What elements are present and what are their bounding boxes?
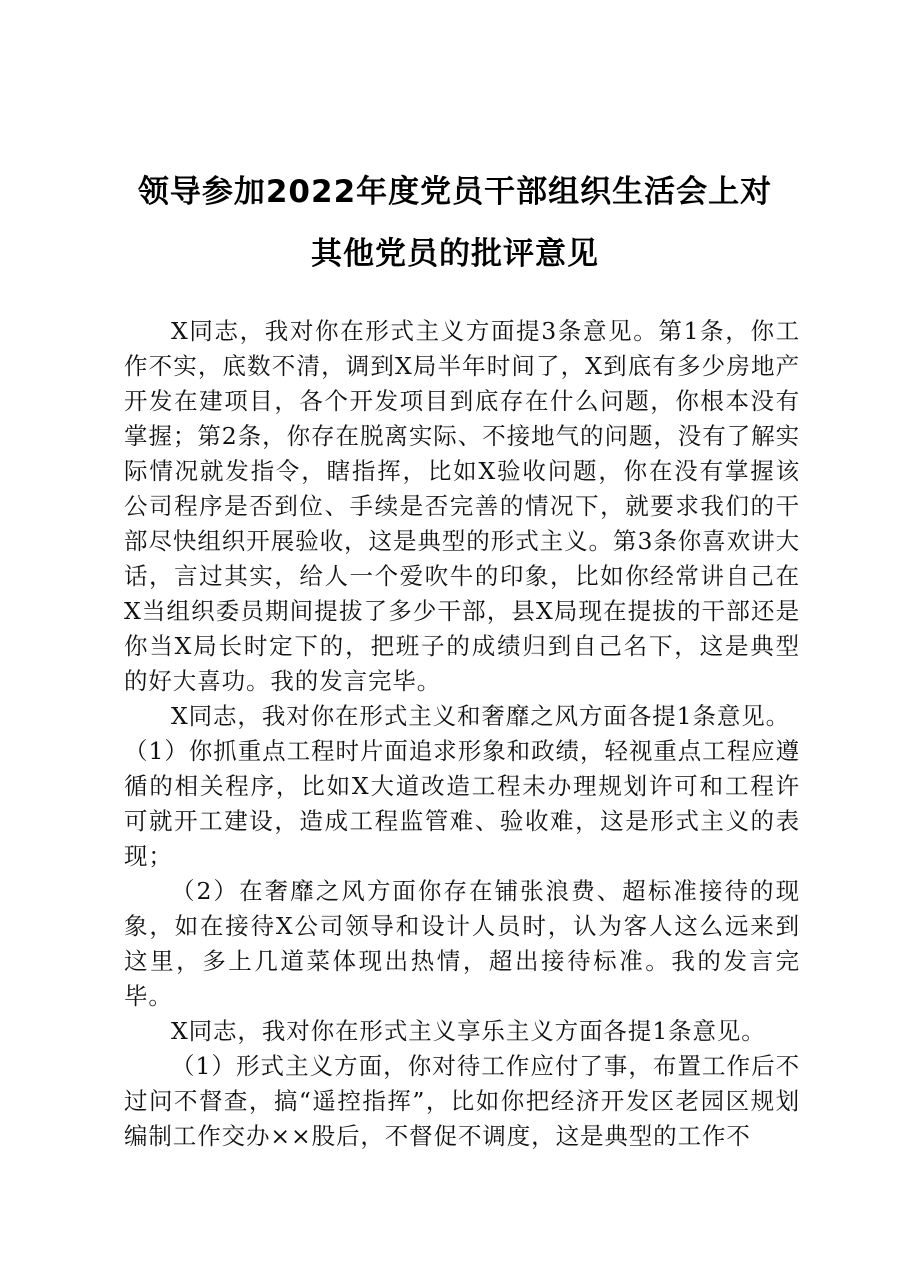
document-title-line-2: 其他党员的批评意见 [311, 236, 599, 272]
paragraph-3: （1）你抓重点工程时片面追求形象和政绩，轻视重点工程应遵循的相关程序，比如X大道改造工程未办理规划许可和工程许可就开工建设，造成工程监管难、验收难，这是形式主义的表现； [124, 737, 800, 870]
document-body [124, 314, 800, 1154]
paragraph-5: X同志，我对你在形式主义享乐主义方面各提1条意见。 [171, 1017, 766, 1045]
document-title-line-1: 领导参加2022年度党员干部组织生活会上对 [137, 174, 773, 210]
paragraph-1: X同志，我对你在形式主义方面提3条意见。第1条，你工作不实，底数不清，调到X局半年时间了，X到底有多少房地产开发在建项目，各个开发项目到底存在什么问题，你根本没有掌握；第2条，你存在脱离实际、不接地气的问题，没有了解实际情况就发指令，瞎指挥，比如X验收问题，你在没有掌握该公司程序是否到位、手续是否完善的情况下，就要求我们的干部尽快组织开展验收，这是典型的形式主义。第3条你喜欢讲大话，言过其实，给人一个爱吹牛的印象，比如你经常讲自己在X当组织委员期间提拔了多少干部，县X局现在提拔的干部还是你当X局长时定下的，把班子的成绩归到自己名下，这是典型的好大喜功。我的发言完毕。 [124, 317, 800, 695]
paragraph-6: （1）形式主义方面，你对待工作应付了事，布置工作后不过问不督查，搞“遥控指挥”，比如你把经济开发区老园区规划编制工作交办××股后，不督促不调度，这是典型的工作不 [124, 1052, 800, 1150]
paragraph-2: X同志，我对你在形式主义和奢靡之风方面各提1条意见。 [171, 702, 791, 730]
paragraph-4: （2）在奢靡之风方面你存在铺张浪费、超标准接待的现象，如在接待X公司领导和设计人员时，认为客人这么远来到这里，多上几道菜体现出热情，超出接待标准。我的发言完毕。 [124, 877, 800, 1010]
